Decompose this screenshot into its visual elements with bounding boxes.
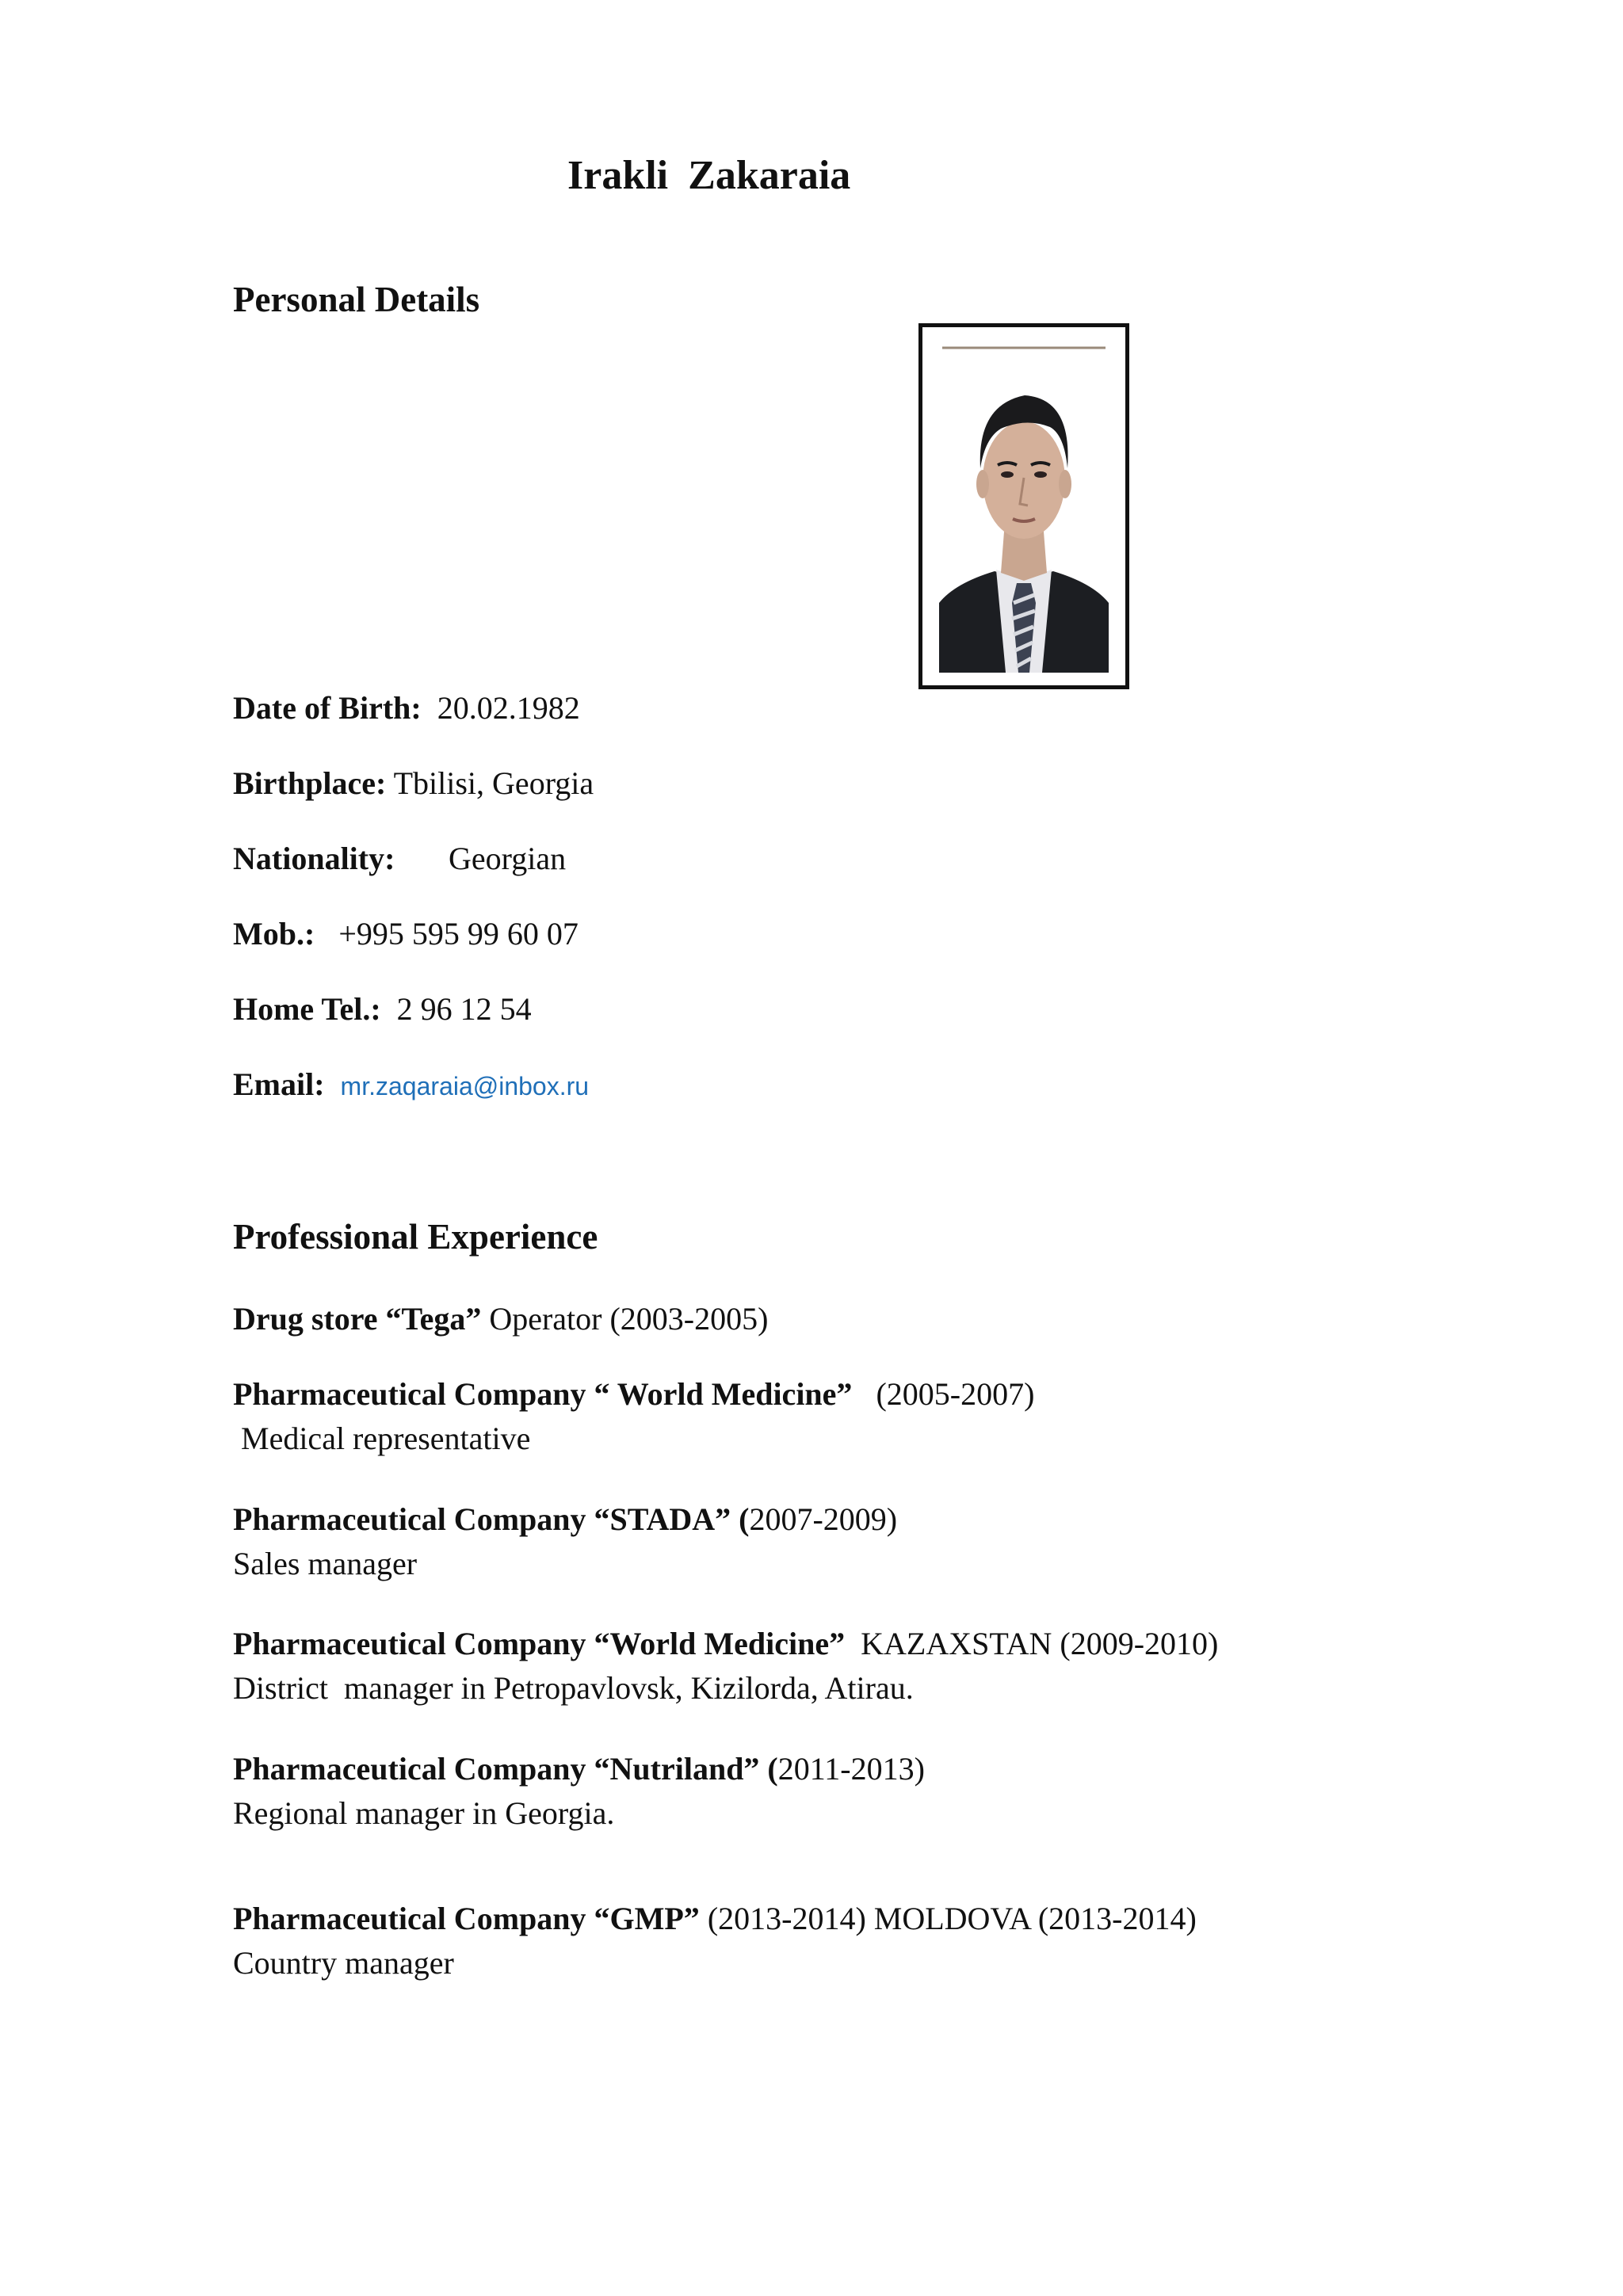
company-name: Pharmaceutical Company “Nutriland” ( xyxy=(233,1751,778,1787)
company-name: Pharmaceutical Company “World Medicine” xyxy=(233,1626,846,1661)
entry-details: 2007-2009) xyxy=(749,1501,898,1537)
company-name: Pharmaceutical Company “STADA” ( xyxy=(233,1501,750,1537)
dob-label: Date of Birth: xyxy=(233,690,422,726)
home-tel-row xyxy=(233,990,532,1028)
personal-details-heading: Personal Details xyxy=(233,280,480,319)
experience-entry-6 xyxy=(233,1897,1197,1985)
birthplace-value: Tbilisi, Georgia xyxy=(393,765,594,801)
entry-details: Operator (2003-2005) xyxy=(481,1301,769,1337)
nationality-value: Georgian xyxy=(449,841,567,876)
experience-entry-4 xyxy=(233,1622,1218,1711)
email-label: Email: xyxy=(233,1066,325,1102)
dob-row xyxy=(233,689,580,727)
role-title: Country manager xyxy=(233,1945,454,1981)
entry-details: 2011-2013) xyxy=(777,1751,925,1787)
portrait-image xyxy=(939,341,1109,673)
role-title: Sales manager xyxy=(233,1546,418,1581)
company-name: Pharmaceutical Company “ World Medicine” xyxy=(233,1376,853,1412)
role-title: District manager in Petropavlovsk, Kizilorda, Atirau. xyxy=(233,1670,914,1706)
role-title: Medical representative xyxy=(233,1421,531,1456)
company-name: Pharmaceutical Company “GMP” xyxy=(233,1901,700,1936)
nationality-row xyxy=(233,840,395,877)
experience-entry-2 xyxy=(233,1372,1034,1461)
entry-details: KAZAXSTAN (2009-2010) xyxy=(845,1626,1219,1661)
experience-entry-3 xyxy=(233,1497,897,1586)
experience-entry-1 xyxy=(233,1297,768,1341)
birthplace-label: Birthplace: xyxy=(233,765,387,801)
professional-experience-heading: Professional Experience xyxy=(233,1217,598,1257)
email-row xyxy=(233,1066,589,1103)
birthplace-row xyxy=(233,765,594,802)
mobile-row xyxy=(233,915,579,952)
profile-photo xyxy=(918,323,1129,689)
resume-name: Irakli Zakaraia xyxy=(567,153,851,198)
experience-entry-5 xyxy=(233,1747,925,1836)
email-link[interactable]: mr.zaqaraia@inbox.ru xyxy=(340,1072,590,1100)
entry-details: (2013-2014) MOLDOVA (2013-2014) xyxy=(699,1901,1197,1936)
dob-value: 20.02.1982 xyxy=(437,690,580,726)
home-tel-value: 2 96 12 54 xyxy=(396,991,532,1027)
nationality-label: Nationality: xyxy=(233,841,395,876)
mobile-label: Mob.: xyxy=(233,916,315,952)
entry-details: (2005-2007) xyxy=(852,1376,1035,1412)
company-name: Drug store “Tega” xyxy=(233,1301,482,1337)
mobile-value: +995 595 99 60 07 xyxy=(338,916,579,952)
role-title: Regional manager in Georgia. xyxy=(233,1795,615,1831)
home-tel-label: Home Tel.: xyxy=(233,991,381,1027)
